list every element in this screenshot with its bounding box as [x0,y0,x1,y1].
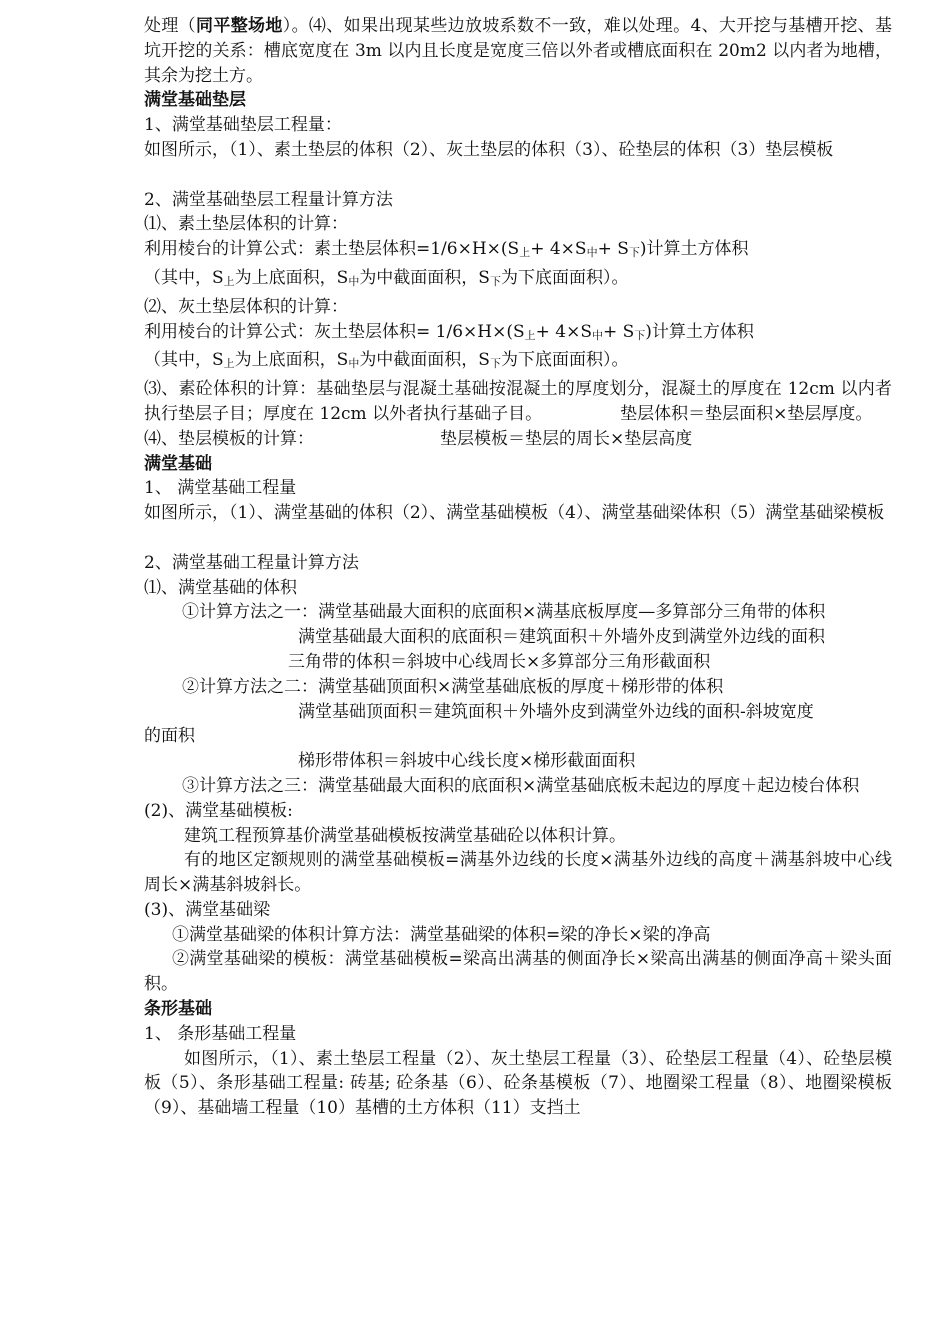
blank-line [144,526,892,551]
section-heading-raft-cushion: 满堂基础垫层 [144,90,246,111]
paragraph: ①满堂基础梁的体积计算方法：满堂基础梁的体积=梁的净长×梁的净高 [172,924,711,945]
subitem-title: ⑴、素土垫层体积的计算： [144,214,348,235]
text: 利用棱台的计算公式：素土垫层体积=1/6×H×(S [144,239,520,260]
formula-line [144,320,892,349]
section-heading-raft-foundation: 满堂基础 [144,453,212,474]
formula-note [144,348,892,377]
subscript: 下 [634,328,646,342]
paragraph: ②满堂基础梁的模板：满堂基础模板=梁高出满基的侧面净长×梁高出满基的侧面净高＋梁头面积。 [144,949,892,995]
item-title: 1、满堂基础垫层工程量： [144,115,342,136]
subscript: 中 [348,357,360,371]
text: 垫层模板＝垫层的周长×垫层高度 [440,428,693,449]
subscript: 下 [628,246,640,260]
subscript: 下 [489,274,501,288]
text: ①计算方法之一：满堂基础最大面积的底面积×满基底板厚度—多算部分三角带的体积 [182,602,826,623]
paragraph: 如图所示，（1）、素土垫层的体积（2）、灰土垫层的体积（3）、砼垫层的体积（3）垫层模板 [144,139,834,160]
formula-line [144,237,892,266]
subscript: 下 [489,357,501,371]
text: )计算土方体积 [645,321,754,342]
text: 为上底面积，S [234,267,349,288]
text: + S [597,239,629,260]
text: 为中截面面积，S [359,267,490,288]
subitem-title: (2)、满堂基础模板: [144,800,293,821]
subitem-title: ⑴、满堂基础的体积 [144,577,297,598]
paragraph: 建筑工程预算基价满堂基础模板按满堂基础砼以体积计算。 [184,825,626,846]
item-title: 2、满堂基础垫层工程量计算方法 [144,189,393,210]
paragraph-excavation [144,14,892,88]
item-title: 1、 条形基础工程量 [144,1023,297,1044]
text: 为上底面积，S [234,350,349,371]
text: ⑷、垫层模板的计算： [144,428,314,449]
subscript: 中 [348,274,360,288]
subscript: 上 [519,246,531,260]
formula-detail: 满堂基础顶面积＝建筑面积＋外墙外皮到满堂外边线的面积-斜坡宽度 [298,701,814,722]
text: 处理（ [144,16,197,36]
text: ）。⑷、如果出现某些边放坡系数不一致，难以处理。4、大开挖与基槽开挖、基坑开挖的关系：槽底宽度在 3m 以内且长度是宽度三倍以外者或槽底面积在 20m2 以内者为地槽，其余为挖土方。 [144,16,893,86]
subscript: 中 [591,328,603,342]
subitem-title: (3)、满堂基础梁 [144,899,271,920]
formula-detail: 满堂基础最大面积的底面积＝建筑面积＋外墙外皮到满堂外边线的面积 [298,627,825,648]
text: （其中，S [144,267,224,288]
section-heading-strip-foundation: 条形基础 [144,999,212,1020]
document-page [144,14,892,1121]
formula-detail-cont: 的面积 [144,726,195,747]
blank-line [144,163,892,188]
text: + 4×S [535,321,592,342]
method-two: ②计算方法之二：满堂基础顶面积×满堂基础底板的厚度＋梯形带的体积 [182,676,724,697]
paragraph: 如图所示，（1）、素土垫层工程量（2）、灰土垫层工程量（3）、砼垫层工程量（4）、砼垫层模板（5）、条形基础工程量: 砖基; 砼条基（6）、砼条基模板（7）、地圈梁工程量（8）、地圈梁模板（9）、基础墙工程量（10）基槽的土方体积（11）支挡土 [144,1048,892,1119]
item-title: 2、满堂基础工程量计算方法 [144,552,359,573]
text: 垫层体积＝垫层面积×垫层厚度。 [620,403,873,424]
subscript: 上 [223,357,235,371]
subscript: 上 [223,274,235,288]
method-three: ③计算方法之三：满堂基础最大面积的底面积×满堂基础底板未起边的厚度＋起边棱台体积 [182,775,860,796]
formula-note [144,266,892,295]
paragraph-formwork [144,427,892,452]
subitem-title: ⑵、灰土垫层体积的计算： [144,296,348,317]
text: 为中截面面积，S [359,350,490,371]
text: 为下底面面积）。 [500,350,629,371]
text: 利用棱台的计算公式：灰土垫层体积= 1/6×H×(S [144,321,525,342]
text: )计算土方体积 [639,239,749,260]
subscript: 上 [524,328,536,342]
bold-text: 同平整场地 [196,16,283,36]
subscript: 中 [586,246,598,260]
item-title: 1、 满堂基础工程量 [144,478,297,499]
text: 为下底面面积）。 [500,267,629,288]
text: ⑶、素砼体积的计算：基础垫层与混凝土基础按混凝土的厚度划分，混凝土的厚度在 12cm 以内者执行垫层子目；厚度在 12cm 以外者执行基础子目。 [144,379,892,424]
formula-detail: 梯形带体积＝斜坡中心线长度×梯形截面面积 [298,751,636,772]
paragraph-concrete [144,377,892,427]
paragraph: 有的地区定额规则的满堂基础模板=满基外边线的长度×满基外边线的高度＋满基斜坡中心线周长×满基斜坡斜长。 [144,850,892,896]
text: （其中，S [144,350,224,371]
formula-detail: 三角带的体积＝斜坡中心线周长×多算部分三角形截面积 [288,651,711,672]
method-one [144,600,892,625]
text: + S [602,321,635,342]
paragraph: 如图所示，（1）、满堂基础的体积（2）、满堂基础模板（4）、满堂基础梁体积（5）满堂基础梁模板 [144,503,885,524]
text: + 4×S [530,239,587,260]
